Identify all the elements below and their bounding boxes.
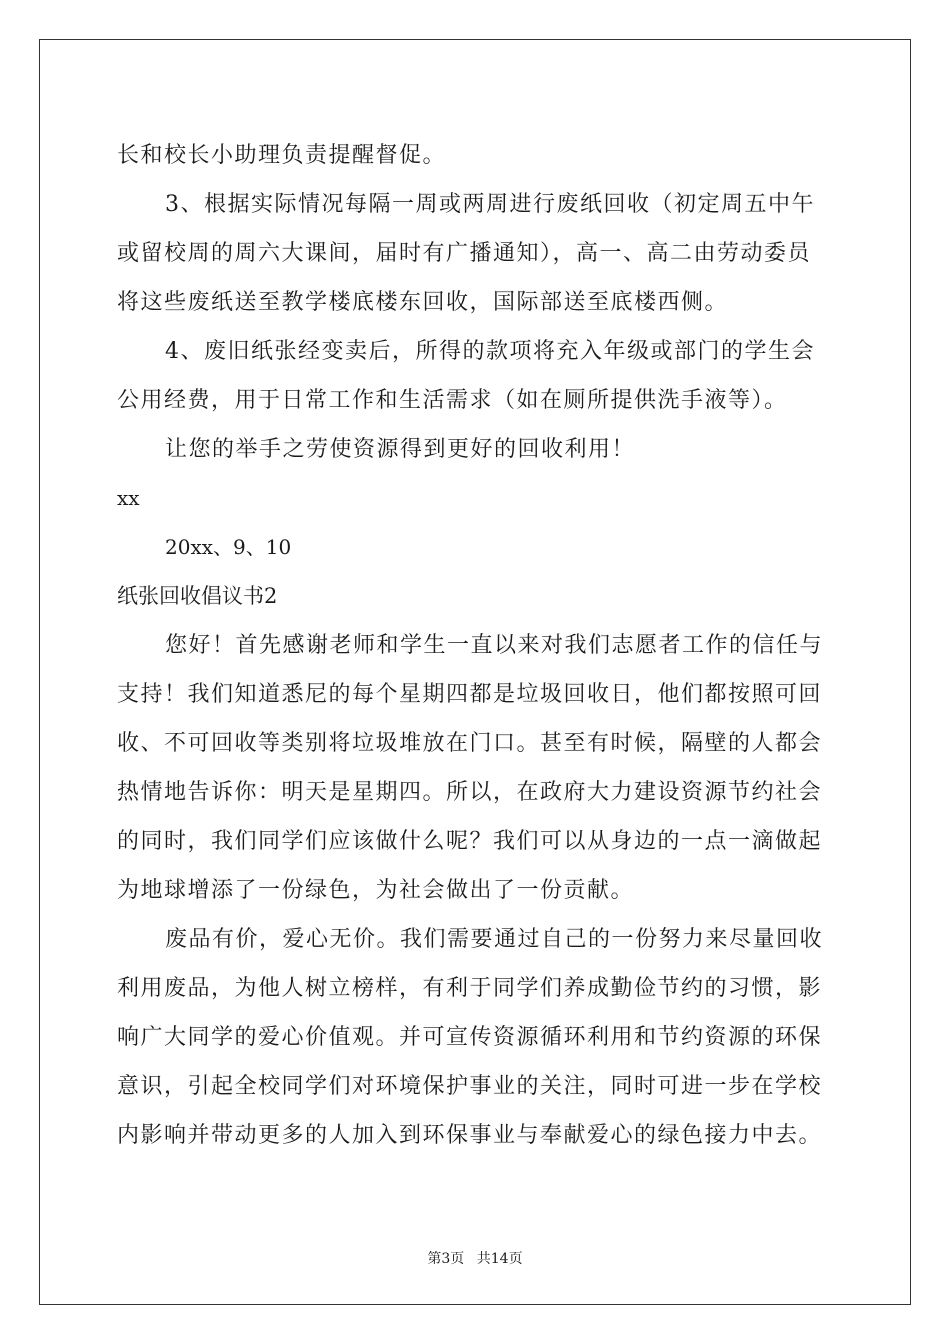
section-title: 纸张回收倡议书2 bbox=[117, 584, 278, 608]
text-line: 废品有价，爱心无价。我们需要通过自己的一份努力来尽量回收 bbox=[165, 927, 824, 952]
text-line: 收、不可回收等类别将垃圾堆放在门口。甚至有时候，隔壁的人都会 bbox=[117, 731, 823, 756]
text-line: 内影响并带动更多的人加入到环保事业与奉献爱心的绿色接力中去。 bbox=[117, 1123, 823, 1148]
text-line: 您好！首先感谢老师和学生一直以来对我们志愿者工作的信任与 bbox=[165, 633, 824, 658]
text-line: 将这些废纸送至教学楼底楼东回收，国际部送至底楼西侧。 bbox=[117, 290, 729, 315]
signature-date: 20xx、9、10 bbox=[165, 535, 292, 559]
text-line: 利用废品，为他人树立榜样，有利于同学们养成勤俭节约的习惯，影 bbox=[117, 976, 823, 1001]
text-line: 意识，引起全校同学们对环境保护事业的关注，同时可进一步在学校 bbox=[117, 1074, 823, 1099]
text-line: 公用经费，用于日常工作和生活需求（如在厕所提供洗手液等）。 bbox=[117, 388, 788, 413]
page-number: 第3页 bbox=[427, 1251, 465, 1267]
total-pages: 共14页 bbox=[476, 1251, 523, 1267]
text-line: 为地球增添了一份绿色，为社会做出了一份贡献。 bbox=[117, 878, 635, 903]
text-line: 的同时，我们同学们应该做什么呢？我们可以从身边的一点一滴做起 bbox=[117, 829, 823, 854]
text-line: 支持！我们知道悉尼的每个星期四都是垃圾回收日，他们都按照可回 bbox=[117, 682, 823, 707]
text-line: 4、废旧纸张经变卖后，所得的款项将充入年级或部门的学生会 bbox=[165, 339, 815, 364]
text-line: 或留校周的周六大课间，届时有广播通知），高一、高二由劳动委员 bbox=[117, 241, 812, 266]
text-line: 让您的举手之劳使资源得到更好的回收利用！ bbox=[165, 437, 636, 462]
text-line: 3、根据实际情况每隔一周或两周进行废纸回收（初定周五中午 bbox=[165, 192, 815, 217]
text-line: 长和校长小助理负责提醒督促。 bbox=[117, 143, 447, 168]
signature-name: xx bbox=[117, 486, 140, 510]
text-line: 响广大同学的爱心价值观。并可宣传资源循环利用和节约资源的环保 bbox=[117, 1025, 823, 1050]
text-line: 热情地告诉你：明天是星期四。所以，在政府大力建设资源节约社会 bbox=[117, 780, 823, 805]
page-footer bbox=[0, 1248, 950, 1268]
document-body bbox=[117, 131, 837, 1160]
